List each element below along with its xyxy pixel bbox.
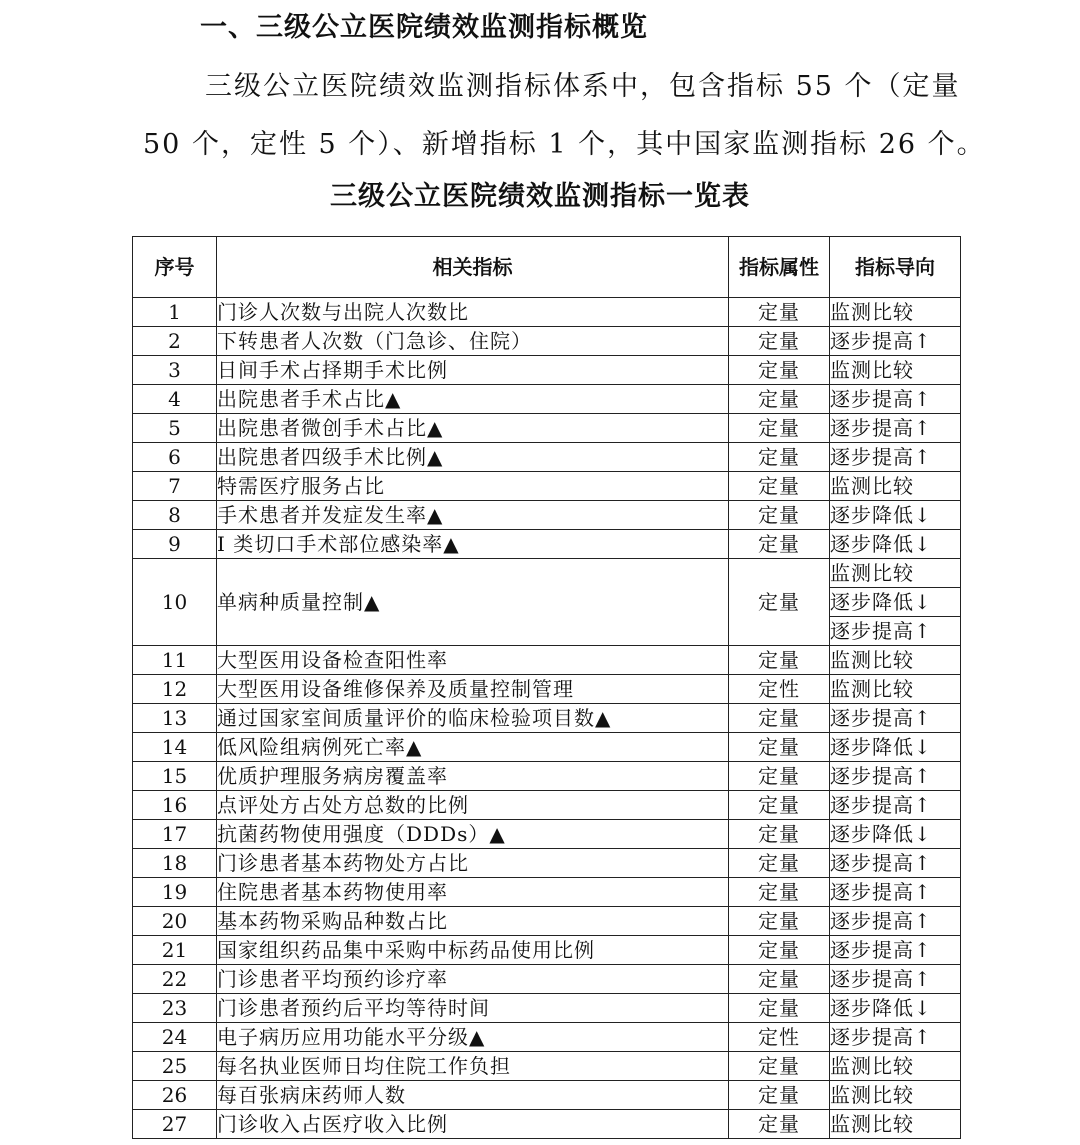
cell-attribute: 定量 [729, 1052, 830, 1081]
intro-line-2: 50 个，定性 5 个）、新增指标 1 个，其中国家监测指标 26 个。 [143, 129, 986, 160]
cell-no: 23 [133, 994, 217, 1023]
cell-no: 12 [133, 675, 217, 704]
cell-indicator-name: 住院患者基本药物使用率 [217, 878, 729, 907]
cell-direction: 逐步提高↑ [830, 878, 961, 907]
header-attr: 指标属性 [729, 237, 830, 298]
cell-indicator-name: 电子病历应用功能水平分级▲ [217, 1023, 729, 1052]
table-row [133, 1081, 961, 1110]
table-row [133, 356, 961, 385]
header-no: 序号 [133, 237, 217, 298]
cell-attribute: 定量 [729, 733, 830, 762]
table-row [133, 385, 961, 414]
table-row [133, 820, 961, 849]
cell-no: 20 [133, 907, 217, 936]
cell-attribute: 定量 [729, 559, 830, 646]
cell-no: 13 [133, 704, 217, 733]
table-row [133, 443, 961, 472]
cell-attribute: 定量 [729, 994, 830, 1023]
table-row [133, 936, 961, 965]
cell-indicator-name: 大型医用设备检查阳性率 [217, 646, 729, 675]
table-row [133, 1023, 961, 1052]
cell-attribute: 定量 [729, 820, 830, 849]
cell-no: 17 [133, 820, 217, 849]
table-row [133, 414, 961, 443]
intro-line-1: 三级公立医院绩效监测指标体系中，包含指标 55 个（定量 [205, 71, 961, 102]
cell-direction: 监测比较 [830, 559, 961, 588]
cell-direction: 逐步降低↓ [830, 530, 961, 559]
table-row [133, 994, 961, 1023]
table-row [133, 762, 961, 791]
cell-attribute: 定量 [729, 878, 830, 907]
cell-indicator-name: 日间手术占择期手术比例 [217, 356, 729, 385]
cell-indicator-name: 低风险组病例死亡率▲ [217, 733, 729, 762]
cell-direction: 逐步提高↑ [830, 762, 961, 791]
table-row [133, 907, 961, 936]
cell-direction: 逐步提高↑ [830, 907, 961, 936]
table-row [133, 472, 961, 501]
cell-attribute: 定量 [729, 356, 830, 385]
cell-direction: 逐步提高↑ [830, 965, 961, 994]
cell-no: 19 [133, 878, 217, 907]
cell-direction: 监测比较 [830, 472, 961, 501]
cell-indicator-name: 抗菌药物使用强度（DDDs）▲ [217, 820, 729, 849]
cell-attribute: 定量 [729, 472, 830, 501]
cell-attribute: 定量 [729, 414, 830, 443]
header-name: 相关指标 [217, 237, 729, 298]
cell-direction: 逐步降低↓ [830, 501, 961, 530]
cell-no: 6 [133, 443, 217, 472]
table-row [133, 878, 961, 907]
table-body [133, 298, 961, 1139]
cell-indicator-name: 单病种质量控制▲ [217, 559, 729, 646]
cell-indicator-name: 出院患者微创手术占比▲ [217, 414, 729, 443]
cell-attribute: 定量 [729, 501, 830, 530]
table-row [133, 501, 961, 530]
table-row [133, 298, 961, 327]
cell-no: 16 [133, 791, 217, 820]
cell-no: 15 [133, 762, 217, 791]
table-row [133, 849, 961, 878]
cell-indicator-name: 通过国家室间质量评价的临床检验项目数▲ [217, 704, 729, 733]
table-row [133, 1110, 961, 1139]
cell-indicator-name: 点评处方占处方总数的比例 [217, 791, 729, 820]
cell-direction: 监测比较 [830, 298, 961, 327]
table-header-row [133, 237, 961, 298]
cell-no: 10 [133, 559, 217, 646]
cell-direction: 逐步提高↑ [830, 414, 961, 443]
cell-direction: 监测比较 [830, 356, 961, 385]
table-row [133, 646, 961, 675]
cell-attribute: 定量 [729, 385, 830, 414]
cell-attribute: 定量 [729, 936, 830, 965]
cell-indicator-name: I 类切口手术部位感染率▲ [217, 530, 729, 559]
table-row [133, 559, 961, 588]
section-heading: 一、三级公立医院绩效监测指标概览 [200, 12, 648, 43]
cell-attribute: 定性 [729, 675, 830, 704]
cell-indicator-name: 基本药物采购品种数占比 [217, 907, 729, 936]
cell-indicator-name: 下转患者人次数（门急诊、住院） [217, 327, 729, 356]
table-row [133, 1052, 961, 1081]
cell-indicator-name: 国家组织药品集中采购中标药品使用比例 [217, 936, 729, 965]
cell-direction: 逐步降低↓ [830, 820, 961, 849]
intro-paragraph [143, 58, 986, 174]
cell-no: 1 [133, 298, 217, 327]
cell-no: 24 [133, 1023, 217, 1052]
cell-direction: 逐步提高↑ [830, 791, 961, 820]
cell-attribute: 定量 [729, 530, 830, 559]
cell-attribute: 定性 [729, 1023, 830, 1052]
cell-direction: 逐步提高↑ [830, 936, 961, 965]
header-dir: 指标导向 [830, 237, 961, 298]
cell-no: 26 [133, 1081, 217, 1110]
indicator-table [132, 236, 961, 1139]
cell-direction: 逐步提高↑ [830, 617, 961, 646]
cell-indicator-name: 出院患者手术占比▲ [217, 385, 729, 414]
cell-indicator-name: 门诊患者基本药物处方占比 [217, 849, 729, 878]
cell-no: 3 [133, 356, 217, 385]
cell-indicator-name: 每名执业医师日均住院工作负担 [217, 1052, 729, 1081]
cell-indicator-name: 门诊收入占医疗收入比例 [217, 1110, 729, 1139]
cell-direction: 逐步提高↑ [830, 443, 961, 472]
table-title: 三级公立医院绩效监测指标一览表 [330, 181, 750, 212]
cell-attribute: 定量 [729, 849, 830, 878]
cell-direction: 监测比较 [830, 646, 961, 675]
cell-direction: 逐步降低↓ [830, 994, 961, 1023]
cell-indicator-name: 门诊患者预约后平均等待时间 [217, 994, 729, 1023]
table-row [133, 327, 961, 356]
cell-no: 7 [133, 472, 217, 501]
table-row [133, 530, 961, 559]
cell-indicator-name: 手术患者并发症发生率▲ [217, 501, 729, 530]
cell-attribute: 定量 [729, 1081, 830, 1110]
cell-no: 5 [133, 414, 217, 443]
cell-direction: 监测比较 [830, 1081, 961, 1110]
cell-direction: 逐步提高↑ [830, 704, 961, 733]
cell-no: 4 [133, 385, 217, 414]
cell-direction: 逐步降低↓ [830, 588, 961, 617]
cell-attribute: 定量 [729, 704, 830, 733]
cell-direction: 逐步降低↓ [830, 733, 961, 762]
cell-indicator-name: 每百张病床药师人数 [217, 1081, 729, 1110]
cell-no: 25 [133, 1052, 217, 1081]
cell-direction: 逐步提高↑ [830, 1023, 961, 1052]
cell-attribute: 定量 [729, 1110, 830, 1139]
cell-attribute: 定量 [729, 443, 830, 472]
cell-direction: 监测比较 [830, 1110, 961, 1139]
cell-indicator-name: 门诊人次数与出院人次数比 [217, 298, 729, 327]
cell-attribute: 定量 [729, 298, 830, 327]
cell-no: 18 [133, 849, 217, 878]
cell-no: 14 [133, 733, 217, 762]
cell-attribute: 定量 [729, 791, 830, 820]
table-row [133, 675, 961, 704]
cell-direction: 逐步提高↑ [830, 327, 961, 356]
table-row [133, 965, 961, 994]
cell-direction: 逐步提高↑ [830, 849, 961, 878]
cell-indicator-name: 门诊患者平均预约诊疗率 [217, 965, 729, 994]
table-row [133, 733, 961, 762]
cell-no: 9 [133, 530, 217, 559]
cell-indicator-name: 特需医疗服务占比 [217, 472, 729, 501]
cell-attribute: 定量 [729, 646, 830, 675]
cell-indicator-name: 出院患者四级手术比例▲ [217, 443, 729, 472]
cell-attribute: 定量 [729, 907, 830, 936]
cell-no: 22 [133, 965, 217, 994]
cell-no: 11 [133, 646, 217, 675]
table-row [133, 704, 961, 733]
table-row [133, 791, 961, 820]
cell-direction: 监测比较 [830, 675, 961, 704]
cell-no: 27 [133, 1110, 217, 1139]
cell-direction: 监测比较 [830, 1052, 961, 1081]
cell-indicator-name: 优质护理服务病房覆盖率 [217, 762, 729, 791]
cell-indicator-name: 大型医用设备维修保养及质量控制管理 [217, 675, 729, 704]
cell-attribute: 定量 [729, 327, 830, 356]
cell-attribute: 定量 [729, 762, 830, 791]
cell-no: 8 [133, 501, 217, 530]
cell-attribute: 定量 [729, 965, 830, 994]
cell-no: 21 [133, 936, 217, 965]
cell-direction: 逐步提高↑ [830, 385, 961, 414]
cell-no: 2 [133, 327, 217, 356]
